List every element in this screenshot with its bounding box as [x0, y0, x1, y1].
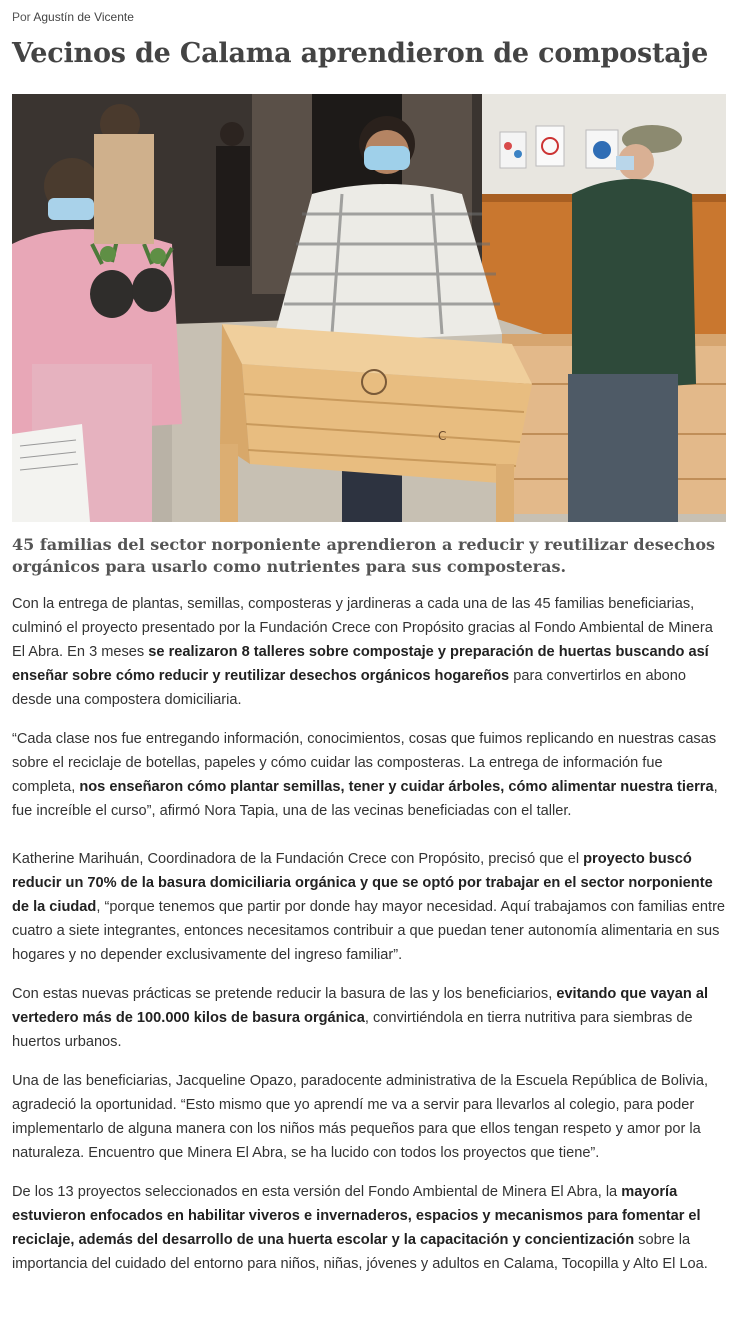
composter-photo-illustration — [12, 94, 726, 522]
paragraph-4: Con estas nuevas prácticas se pretende reducir la basura de las y los beneficiarios, evitando que vayan al vertedero más de 100.000 kilos de basura orgánica, convirtiéndola en tierra nutritiva para siembras de huertos urbanos. — [12, 986, 708, 1050]
author-link[interactable]: Agustín de Vicente — [33, 10, 134, 24]
paragraph-3: Katherine Marihuán, Coordinadora de la Fundación Crece con Propósito, precisó que el proyecto buscó reducir un 70% de la basura domiciliaria orgánica y que se optó por trabajar en el sector norponiente de la ciudad, “porque tenemos que partir por donde hay mayor necesidad. Aquí trabajamos con familias entre cuatro a siete integrantes, entonces necesitamos contribuir a que puedan tener autonomía alimentaria en sus hogares y no depender exclusivamente del ingreso familiar”. — [12, 851, 726, 963]
svg-text:C: C — [438, 429, 447, 443]
paragraph-1: Con la entrega de plantas, semillas, composteras y jardineras a cada una de las 45 familias beneficiarias, culminó el proyecto presentado por la Fundación Crece con Propósito gracias al Fondo Ambiental de Minera El Abra. En 3 meses se realizaron 8 talleres sobre compostaje y preparación de huertas buscando así enseñar sobre cómo reducir y reutilizar desechos orgánicos hogareños para convertirlos en abono desde una compostera domiciliaria. — [12, 596, 713, 708]
article-lead: 45 familias del sector norponiente aprendieron a reducir y reutilizar desechos orgánicos para usarlo como nutrientes para sus composteras. — [12, 535, 715, 576]
article-photo — [12, 94, 726, 522]
byline-prefix: Por — [12, 10, 31, 24]
byline — [12, 10, 134, 24]
paragraph-6: De los 13 proyectos seleccionados en esta versión del Fondo Ambiental de Minera El Abra, la mayoría estuvieron enfocados en habilitar viveros e invernaderos, espacios y mecanismos para fomentar el reciclaje, además del desarrollo de una huerta escolar y la capacitación y concientización sobre la importancia del cuidado del entorno para niños, niñas, jóvenes y adultos en Calama, Tocopilla y Alto El Loa. — [12, 1184, 708, 1272]
paragraph-2: “Cada clase nos fue entregando información, conocimientos, cosas que fuimos replicando en nuestras casas sobre el reciclaje de botellas, papeles y cómo cuidar las composteras. La entrega de información fue completa, nos enseñaron cómo plantar semillas, tener y cuidar árboles, cómo alimentar nuestra tierra, fue increíble el curso”, afirmó Nora Tapia, una de las vecinas beneficiadas con el taller. — [12, 731, 718, 819]
article-body — [12, 592, 726, 1291]
article-title: Vecinos de Calama aprendieron de compostaje — [12, 38, 709, 69]
paragraph-5: Una de las beneficiarias, Jacqueline Opazo, paradocente administrativa de la Escuela República de Bolivia, agradeció la oportunidad. “Esto mismo que yo aprendí me va a servir para llevarlos al colegio, para poder implementarlo de alguna manera con los niños más pequeños para que ellos tengan respeto y amor por la naturaleza. Encuentro que Minera El Abra, se ha lucido con todos los proyectos que tiene”. — [12, 1073, 709, 1161]
